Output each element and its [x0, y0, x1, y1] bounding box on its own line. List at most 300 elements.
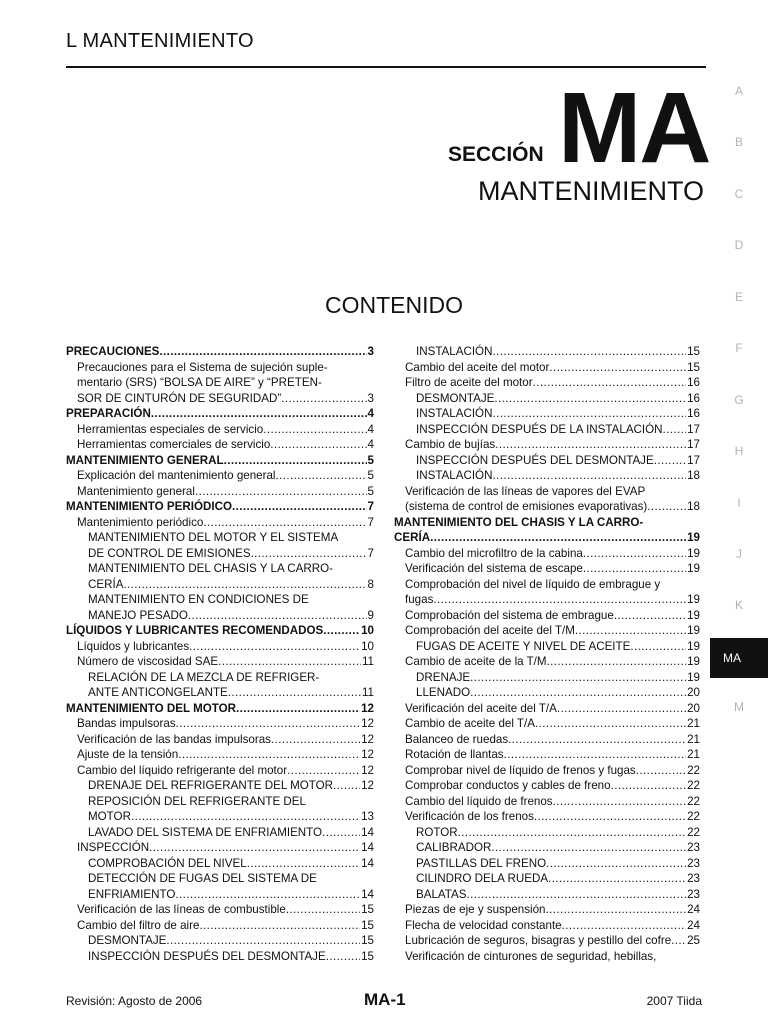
section-name: MANTENIMIENTO — [477, 176, 704, 206]
toc-entry-continued: DETECCIÓN DE FUGAS DEL SISTEMA DE — [88, 872, 317, 885]
toc-page-number: 19 — [687, 670, 700, 684]
toc-entry-continued: REPOSICIÓN DEL REFRIGERANTE DEL — [88, 794, 306, 808]
toc-page-number: 19 — [687, 593, 700, 606]
toc-entry-title: CERÍA — [88, 577, 124, 591]
toc-dot-leader — [228, 685, 361, 701]
toc-page-number: 10 — [361, 624, 374, 637]
toc-dot-leader — [287, 763, 360, 779]
toc-entry-title: Herramientas especiales de servicio — [77, 422, 264, 436]
toc-page-number: 22 — [687, 794, 700, 808]
toc-entry[interactable] — [66, 887, 374, 903]
toc-heading[interactable] — [66, 406, 374, 422]
toc-dot-leader — [176, 716, 360, 732]
toc-entry-title: ENFRIAMIENTO — [88, 887, 176, 901]
toc-entry[interactable] — [66, 732, 374, 748]
toc-entry[interactable] — [66, 778, 374, 794]
toc-entry[interactable] — [394, 933, 700, 949]
toc-dot-leader — [508, 732, 686, 748]
toc-entry-title: Comprobar conductos y cables de freno — [405, 779, 611, 792]
toc-entry-title: LLENADO — [416, 686, 471, 699]
toc-page-number: 10 — [361, 639, 374, 653]
toc-page-number: 23 — [687, 841, 700, 854]
toc-dot-leader — [195, 484, 367, 500]
toc-dot-leader — [188, 608, 367, 624]
toc-entry[interactable] — [66, 422, 374, 438]
toc-entry[interactable] — [394, 623, 700, 639]
toc-dot-leader — [166, 933, 360, 949]
toc-entry-title: Cambio de aceite del T/A — [405, 717, 535, 730]
toc-dot-leader — [654, 453, 686, 469]
toc-entry[interactable] — [394, 437, 700, 453]
toc-heading[interactable] — [66, 499, 374, 515]
toc-dot-leader — [247, 856, 360, 872]
toc-dot-leader — [131, 809, 360, 825]
toc-entry-title: Flecha de velocidad constante — [405, 918, 562, 932]
toc-entry-title: Cambio del aceite del motor — [405, 360, 550, 374]
toc-page-number: 20 — [687, 701, 700, 715]
toc-dot-leader — [553, 794, 687, 810]
section-tab-c[interactable]: C — [734, 187, 744, 201]
toc-page-number: 16 — [687, 376, 700, 389]
toc-page-number: 15 — [687, 360, 700, 374]
toc-entry[interactable] — [394, 732, 700, 748]
toc-page-number: 12 — [361, 763, 374, 777]
toc-page-number: 19 — [687, 639, 700, 653]
toc-page-number: 21 — [687, 748, 700, 761]
toc-page-number: 15 — [361, 934, 374, 947]
toc-entry[interactable] — [66, 809, 374, 825]
toc-dot-leader — [203, 515, 366, 531]
toc-entry[interactable] — [394, 871, 700, 887]
toc-dot-leader — [151, 406, 367, 422]
toc-dot-leader — [583, 561, 686, 577]
toc-dot-leader — [533, 375, 687, 391]
toc-heading[interactable] — [66, 701, 374, 717]
toc-entry-title: LÍQUIDOS Y LUBRICANTES RECOMENDADOS — [66, 624, 324, 637]
toc-entry-title: PASTILLAS DEL FRENO — [416, 856, 547, 870]
toc-entry[interactable] — [394, 360, 700, 376]
toc-page-number: 14 — [361, 856, 374, 870]
toc-page-number: 24 — [687, 903, 700, 916]
toc-page-number: 19 — [687, 546, 700, 560]
toc-dot-leader — [495, 437, 686, 453]
toc-entry-title: INSTALACIÓN — [416, 469, 493, 482]
toc-dot-leader — [333, 778, 360, 794]
section-tab-d[interactable]: D — [734, 238, 744, 252]
toc-entry-title: Verificación del aceite del T/A — [405, 701, 557, 715]
section-tab-ma[interactable]: MA — [710, 638, 768, 678]
toc-dot-leader — [326, 949, 360, 965]
toc-page-number: 22 — [687, 810, 700, 823]
toc-entry-title: CILINDRO DELA RUEDA — [416, 872, 549, 885]
toc-entry-title: INSPECCIÓN DESPUÉS DE LA INSTALACIÓN — [416, 422, 663, 436]
toc-entry-title: ANTE ANTICONGELANTE — [88, 686, 228, 699]
toc-dot-leader — [647, 499, 686, 515]
toc-heading[interactable] — [66, 344, 374, 360]
section-tab-k[interactable]: K — [734, 598, 743, 612]
toc-entry[interactable] — [394, 561, 700, 577]
toc-dot-leader — [430, 530, 686, 546]
footer-revision: Revisión: Agosto de 2006 — [66, 994, 203, 1008]
toc-dot-leader — [535, 716, 686, 732]
toc-entry-title: PRECAUCIONES — [66, 345, 160, 358]
toc-entry-continued: MANTENIMIENTO EN CONDICIONES DE — [88, 593, 309, 606]
toc-entry[interactable] — [394, 422, 700, 438]
toc-entry[interactable] — [66, 654, 374, 670]
toc-entry[interactable] — [394, 685, 700, 701]
section-tab-a[interactable]: A — [734, 84, 743, 98]
toc-entry[interactable] — [66, 763, 374, 779]
toc-entry[interactable] — [394, 716, 700, 732]
toc-page-number: 20 — [687, 686, 700, 699]
section-tab-f[interactable]: F — [735, 341, 743, 355]
toc-entry[interactable] — [66, 608, 374, 624]
toc-entry-title: INSPECCIÓN DESPUÉS DEL DESMONTAJE — [88, 949, 326, 963]
toc-dot-leader — [636, 763, 686, 779]
toc-dot-leader — [470, 670, 686, 686]
toc-entry[interactable] — [394, 375, 700, 391]
section-word: SECCIÓN — [448, 143, 544, 166]
toc-entry-title: Mantenimiento periódico — [77, 515, 204, 529]
toc-entry[interactable] — [394, 546, 700, 562]
toc-entry[interactable] — [394, 608, 700, 624]
toc-entry-title: Mantenimiento general — [77, 484, 195, 498]
toc-entry-title: CALIBRADOR — [416, 841, 492, 854]
toc-dot-leader — [232, 499, 367, 515]
toc-page-number: 25 — [687, 934, 700, 947]
toc-entry-title: MANTENIMIENTO PERIÓDICO — [66, 500, 232, 513]
toc-page-number: 15 — [361, 903, 374, 916]
toc-page-number: 14 — [361, 887, 374, 901]
toc-entry[interactable] — [394, 887, 700, 903]
toc-page-number: 3 — [367, 345, 374, 358]
toc-entry[interactable] — [66, 685, 374, 701]
toc-entry-title: Comprobar nivel de líquido de frenos y fugas — [405, 763, 636, 777]
toc-entry[interactable] — [66, 825, 374, 841]
toc-dot-leader — [271, 732, 360, 748]
toc-left-column — [66, 344, 374, 964]
toc-page-number: 13 — [361, 810, 374, 823]
toc-entry-title: MANTENIMIENTO GENERAL — [66, 453, 224, 467]
toc-dot-leader — [534, 809, 686, 825]
toc-entry-title: Balanceo de ruedas — [405, 732, 509, 746]
header-rule — [66, 66, 706, 68]
toc-page-number: 15 — [687, 345, 700, 358]
toc-entry-continued: Precauciones para el Sistema de sujeción suple- — [77, 360, 328, 374]
toc-entry[interactable] — [66, 918, 374, 934]
toc-dot-leader — [175, 887, 360, 903]
toc-entry-title: Cambio del microfiltro de la cabina — [405, 546, 583, 560]
toc-entry-title: Cambio del líquido de frenos — [405, 794, 553, 808]
toc-entry-title: Verificación de las líneas de combustible — [77, 903, 286, 916]
toc-page-number: 5 — [367, 469, 374, 482]
toc-page-number: 5 — [367, 453, 374, 467]
toc-entry[interactable] — [66, 840, 374, 856]
toc-entry[interactable] — [394, 918, 700, 934]
toc-entry[interactable] — [394, 763, 700, 779]
toc-entry-title: Explicación del mantenimiento general — [77, 469, 276, 482]
toc-entry[interactable] — [394, 592, 700, 608]
toc-entry-title: Lubricación de seguros, bisagras y pestillo del cofre — [405, 934, 672, 947]
toc-entry[interactable] — [66, 747, 374, 763]
toc-entry[interactable] — [66, 437, 374, 453]
toc-page-number: 23 — [687, 856, 700, 870]
toc-dot-leader — [270, 437, 366, 453]
toc-entry-title: Verificación del sistema de escape — [405, 562, 583, 575]
toc-dot-leader — [671, 933, 686, 949]
toc-entry[interactable] — [66, 546, 374, 562]
footer-page-number: MA-1 — [364, 990, 406, 1009]
toc-dot-leader — [663, 422, 687, 438]
toc-dot-leader — [492, 406, 686, 422]
toc-dot-leader — [178, 747, 360, 763]
toc-page-number: 11 — [361, 686, 374, 699]
toc-page-number: 14 — [361, 841, 374, 854]
toc-entry-continued: MANTENIMIENTO DEL MOTOR Y EL SISTEMA — [88, 531, 339, 544]
toc-page-number: 17 — [687, 453, 700, 467]
toc-entry-title: Cambio de aceite de la T/M — [405, 655, 547, 668]
toc-entry[interactable] — [394, 701, 700, 717]
toc-entry[interactable] — [394, 344, 700, 360]
toc-right-column — [394, 344, 700, 964]
contents-title: CONTENIDO — [325, 292, 463, 318]
toc-dot-leader — [322, 825, 360, 841]
toc-dot-leader — [547, 654, 687, 670]
toc-entry-title: BALATAS — [416, 887, 467, 901]
toc-heading[interactable] — [394, 530, 700, 546]
toc-entry-continued: MANTENIMIENTO DEL CHASIS Y LA CARRO- — [88, 562, 334, 575]
toc-page-number: 4 — [367, 438, 374, 451]
toc-dot-leader — [281, 391, 366, 407]
toc-page-number: 7 — [367, 546, 374, 560]
toc-entry-title: Líquidos y lubricantes — [77, 639, 190, 653]
toc-entry-title: DRENAJE — [416, 670, 471, 684]
toc-dot-leader — [492, 344, 686, 360]
toc-page-number: 18 — [687, 469, 700, 482]
toc-entry-title: Filtro de aceite del motor — [405, 376, 533, 389]
toc-entry[interactable] — [394, 499, 700, 515]
section-tab-m[interactable]: M — [734, 700, 744, 714]
toc-entry[interactable] — [66, 468, 374, 484]
toc-page-number: 16 — [687, 391, 700, 405]
toc-entry-title: DRENAJE DEL REFRIGERANTE DEL MOTOR — [88, 779, 334, 792]
toc-page-number: 16 — [687, 407, 700, 420]
toc-dot-leader — [546, 856, 686, 872]
toc-entry[interactable] — [66, 902, 374, 918]
toc-entry[interactable] — [394, 794, 700, 810]
toc-entry[interactable] — [394, 778, 700, 794]
toc-page-number: 22 — [687, 825, 700, 839]
toc-entry[interactable] — [394, 670, 700, 686]
toc-dot-leader — [562, 918, 686, 934]
toc-dot-leader — [224, 453, 367, 469]
toc-entry[interactable] — [394, 840, 700, 856]
toc-page-number: 12 — [361, 717, 374, 730]
toc-dot-leader — [149, 840, 360, 856]
toc-entry[interactable] — [394, 468, 700, 484]
toc-dot-leader — [492, 468, 686, 484]
toc-entry-title: Comprobación del aceite del T/M — [405, 624, 575, 637]
toc-page-number: 4 — [367, 407, 374, 420]
toc-dot-leader — [583, 546, 686, 562]
toc-entry[interactable] — [394, 453, 700, 469]
toc-entry-title: Bandas impulsoras — [77, 717, 176, 730]
toc-entry-title: LAVADO DEL SISTEMA DE ENFRIAMIENTO — [88, 825, 323, 839]
toc-entry[interactable] — [394, 825, 700, 841]
toc-entry[interactable] — [394, 809, 700, 825]
toc-entry[interactable] — [66, 856, 374, 872]
toc-entry-continued: MANTENIMIENTO DEL CHASIS Y LA CARRO- — [394, 515, 644, 529]
toc-entry[interactable] — [66, 716, 374, 732]
toc-page-number: 14 — [361, 825, 374, 839]
toc-entry-title: Cambio de bujías — [405, 438, 496, 451]
toc-entry[interactable] — [66, 577, 374, 593]
toc-entry-title: INSTALACIÓN — [416, 407, 493, 420]
toc-page-number: 7 — [367, 515, 374, 529]
toc-page-number: 15 — [361, 918, 374, 932]
toc-entry-title: fugas — [405, 593, 434, 606]
toc-dot-leader — [466, 887, 686, 903]
section-tab-e[interactable]: E — [734, 290, 743, 304]
toc-entry-title: Cambio del líquido refrigerante del motor — [77, 763, 288, 777]
section-tab-i[interactable]: I — [737, 496, 741, 510]
header-title: L MANTENIMIENTO — [66, 30, 254, 52]
toc-dot-leader — [218, 654, 361, 670]
toc-entry-title: INSPECCIÓN DESPUÉS DEL DESMONTAJE — [416, 453, 654, 467]
toc-page-number: 24 — [687, 918, 700, 932]
toc-dot-leader — [549, 360, 686, 376]
toc-entry-title: Ajuste de la tensión — [77, 748, 179, 761]
toc-heading[interactable] — [66, 453, 374, 469]
toc-entry[interactable] — [66, 933, 374, 949]
toc-page-number: 5 — [367, 484, 374, 498]
toc-dot-leader — [546, 902, 687, 918]
toc-entry-title: Verificación de las bandas impulsoras — [77, 732, 271, 746]
toc-entry[interactable] — [394, 406, 700, 422]
toc-entry-title: Rotación de llantas — [405, 748, 504, 761]
toc-entry-title: Comprobación del sistema de embrague — [405, 608, 614, 622]
toc-dot-leader — [263, 422, 366, 438]
toc-entry[interactable] — [394, 902, 700, 918]
toc-dot-leader — [494, 391, 686, 407]
toc-entry-title: SOR DE CINTURÓN DE SEGURIDAD” — [77, 391, 282, 405]
toc-dot-leader — [251, 546, 367, 562]
toc-page-number: 9 — [367, 608, 374, 622]
toc-entry-continued: Verificación de las líneas de vapores del EVAP — [405, 484, 646, 498]
footer-model: 2007 Tiida — [646, 994, 702, 1008]
toc-entry-title: COMPROBACIÓN DEL NIVEL — [88, 856, 247, 870]
toc-page-number: 21 — [687, 717, 700, 730]
toc-entry[interactable] — [66, 639, 374, 655]
toc-entry-continued: Comprobación del nivel de líquido de embrague y — [405, 577, 661, 591]
toc-entry-title: (sistema de control de emisiones evaporativas) — [405, 500, 648, 513]
toc-dot-leader — [123, 577, 366, 593]
toc-entry[interactable] — [66, 515, 374, 531]
toc-page-number: 3 — [367, 391, 374, 405]
toc-entry-continued: Verificación de cinturones de seguridad, hebillas, — [405, 949, 657, 963]
toc-page-number: 12 — [361, 732, 374, 746]
toc-entry-title: INSTALACIÓN — [416, 345, 493, 358]
toc-entry-title: FUGAS DE ACEITE Y NIVEL DE ACEITE — [416, 639, 631, 653]
section-tab-j[interactable]: J — [736, 547, 742, 561]
section-tab-g[interactable]: G — [734, 393, 744, 407]
toc-page-number: 7 — [367, 500, 374, 513]
toc-dot-leader — [189, 639, 360, 655]
toc-entry[interactable] — [394, 747, 700, 763]
toc-entry-continued: mentario (SRS) “BOLSA DE AIRE” y “PRETEN- — [77, 376, 322, 389]
toc-page-number: 19 — [687, 531, 700, 544]
toc-dot-leader — [548, 871, 686, 887]
toc-page-number: 21 — [687, 732, 700, 746]
toc-dot-leader — [433, 592, 686, 608]
toc-dot-leader — [491, 840, 686, 856]
toc-page-number: 12 — [361, 701, 374, 715]
toc-dot-leader — [286, 902, 360, 918]
toc-heading[interactable] — [66, 623, 374, 639]
toc-dot-leader — [159, 344, 366, 360]
toc-entry-title: Herramientas comerciales de servicio — [77, 438, 271, 451]
toc-entry[interactable] — [394, 639, 700, 655]
toc-entry[interactable] — [394, 654, 700, 670]
toc-page-number: 23 — [687, 887, 700, 901]
toc-page-number: 22 — [687, 763, 700, 777]
section-tab-b[interactable]: B — [734, 135, 743, 149]
toc-entry-title: MOTOR — [88, 810, 131, 823]
toc-page-number: 19 — [687, 624, 700, 637]
toc-dot-leader — [276, 468, 367, 484]
toc-entry-title: ROTOR — [416, 825, 458, 839]
toc-entry-title: DESMONTAJE — [416, 391, 495, 405]
toc-dot-leader — [323, 623, 360, 639]
toc-entry[interactable] — [66, 484, 374, 500]
toc-page-number: 12 — [361, 748, 374, 761]
toc-page-number: 17 — [687, 438, 700, 451]
toc-page-number: 19 — [687, 608, 700, 622]
toc-page-number: 8 — [367, 577, 374, 591]
toc-entry-continued: RELACIÓN DE LA MEZCLA DE REFRIGER- — [88, 670, 320, 684]
section-tab-h[interactable]: H — [734, 444, 744, 458]
toc-entry-title: DESMONTAJE — [88, 934, 167, 947]
toc-entry[interactable] — [66, 391, 374, 407]
toc-dot-leader — [557, 701, 686, 717]
toc-entry[interactable] — [394, 856, 700, 872]
toc-page-number: 22 — [687, 779, 700, 792]
toc-entry-title: INSPECCIÓN — [77, 841, 150, 854]
toc-dot-leader — [504, 747, 686, 763]
toc-dot-leader — [630, 639, 686, 655]
toc-page-number: 11 — [361, 655, 374, 668]
toc-page-number: 4 — [367, 422, 374, 436]
toc-dot-leader — [458, 825, 686, 841]
toc-page-number: 18 — [687, 500, 700, 513]
toc-entry[interactable] — [66, 949, 374, 965]
toc-dot-leader — [614, 608, 686, 624]
toc-dot-leader — [611, 778, 687, 794]
toc-dot-leader — [199, 918, 360, 934]
toc-page-number: 15 — [361, 949, 374, 963]
toc-entry[interactable] — [394, 391, 700, 407]
toc-entry-title: Cambio del filtro de aire — [77, 918, 200, 932]
toc-page-number: 17 — [687, 422, 700, 436]
toc-page-number: 19 — [687, 655, 700, 668]
toc-entry-title: Piezas de eje y suspensión — [405, 903, 546, 916]
toc-entry-title: DE CONTROL DE EMISIONES — [88, 546, 251, 560]
toc-dot-leader — [575, 623, 686, 639]
toc-page-number: 19 — [687, 562, 700, 575]
toc-dot-leader — [470, 685, 686, 701]
toc-page-number: 12 — [361, 779, 374, 792]
toc-entry-title: Verificación de los frenos — [405, 810, 534, 823]
